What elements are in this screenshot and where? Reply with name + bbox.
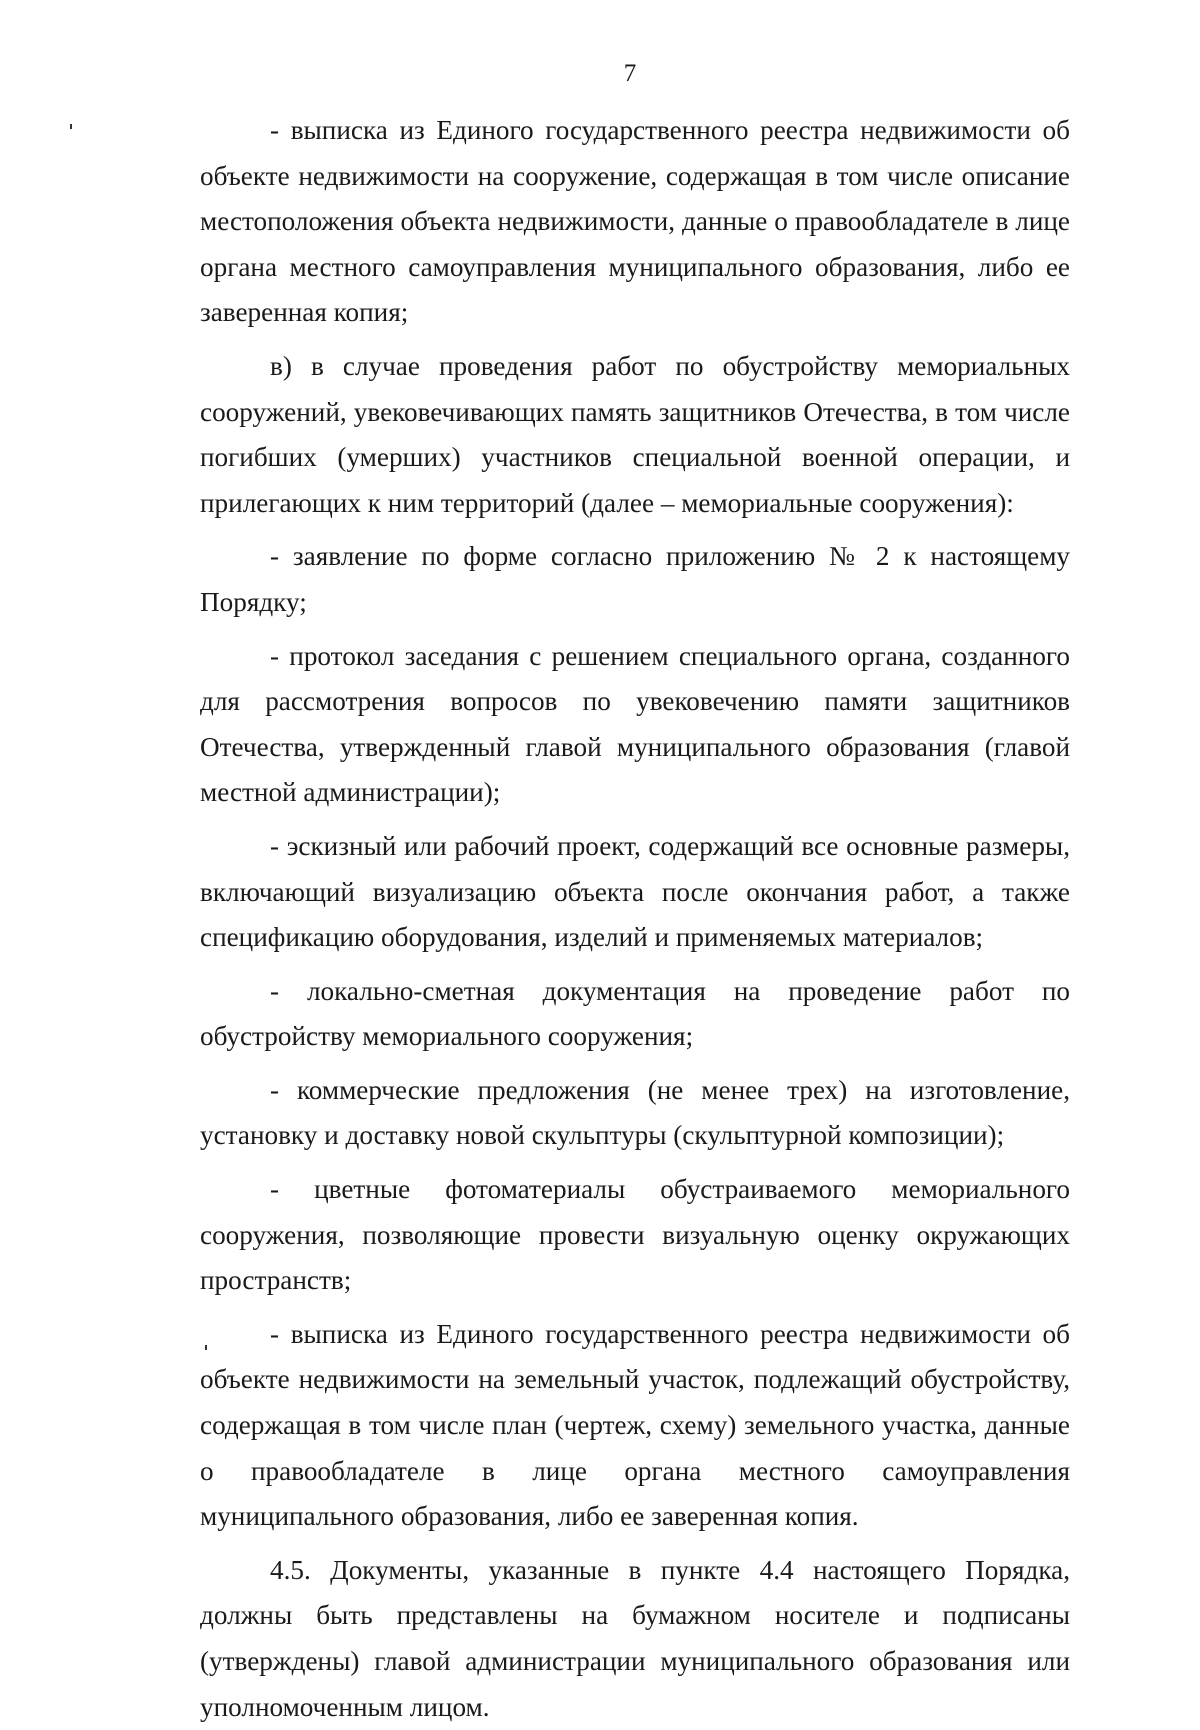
page-number: 7 xyxy=(623,60,637,87)
paragraph-egrn-structure-extract: - выписка из Единого государственного реестра недвижимости об объекте недвижимости на сооружение, содержащая в том числе описание местоположения объекта недвижимости, данные о правообладателе в лице органа местного самоуправления муниципального образования, либо ее заверенная копия; xyxy=(200,115,1070,328)
paragraph-commercial-offers: - коммерческие предложения (не менее трех) на изготовление, установку и доставку новой скульптуры (скульптурной композиции); xyxy=(200,1074,1070,1151)
paragraph-sketch-project: - эскизный или рабочий проект, содержащий все основные размеры, включающий визуализацию объекта после окончания работ, а также спецификацию оборудования, изделий и применяемых материалов; xyxy=(200,830,1070,953)
scan-speck xyxy=(70,124,72,129)
document-body xyxy=(200,108,1070,1730)
paragraph-cost-estimate: - локально-сметная документация на проведение работ по обустройству мемориального сооружения; xyxy=(200,975,1070,1052)
paragraph-color-photos: - цветные фотоматериалы обустраиваемого мемориального сооружения, позволяющие провести визуальную оценку окружающих пространств; xyxy=(200,1174,1070,1296)
paragraph-application-form: - заявление по форме согласно приложению № 2 к настоящему Порядку; xyxy=(200,541,1070,617)
paragraph-section-4-5: 4.5. Документы, указанные в пункте 4.4 настоящего Порядка, должны быть представлены на бумажном носителе и подписаны (утверждены) главой администрации муниципального образования или уполномоченным лицом. xyxy=(200,1554,1070,1722)
paragraph-meeting-protocol: - протокол заседания с решением специального органа, созданного для рассмотрения вопросов по увековечению памяти защитников Отечества, утвержденный главой муниципального образования (главой местной администрации); xyxy=(200,640,1070,808)
paragraph-memorial-works-intro: в) в случае проведения работ по обустройству мемориальных сооружений, увековечивающих память защитников Отечества, в том числе погибших (умерших) участников специальной военной операции, и прилегающих к ним территорий (далее – мемориальные сооружения): xyxy=(200,350,1070,518)
paragraph-egrn-land-extract: - выписка из Единого государственного реестра недвижимости об объекте недвижимости на земельный участок, подлежащий обустройству, содержащая в том числе план (чертеж, схему) земельного участка, данные о правообладателе в лице органа местного самоуправления муниципального образования, либо ее заверенная копия. xyxy=(200,1318,1070,1532)
